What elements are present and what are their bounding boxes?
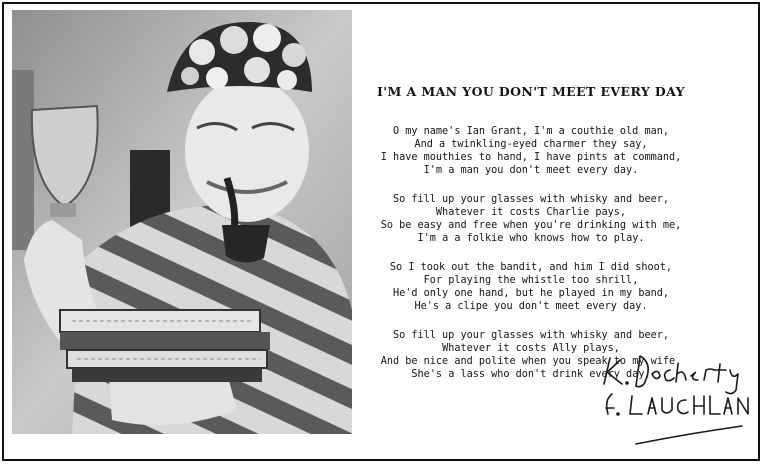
poem-stanza-2 xyxy=(356,193,706,245)
handwritten-signatures xyxy=(596,350,765,460)
poem-line: Whatever it costs Charlie pays, xyxy=(435,207,627,218)
poem-line: For playing the whistle too shrill, xyxy=(423,275,639,286)
poem-line: And be nice and polite when you speak to my wife, xyxy=(380,356,682,367)
poem-line: Whatever it costs Ally plays, xyxy=(442,343,620,354)
poem-line: I have mouthies to hand, I have pints at command, xyxy=(380,152,682,163)
poem-stanza-3 xyxy=(356,261,706,313)
poem-line: I'm a man you don't meet every day. xyxy=(423,165,639,176)
poem-line: I'm a a folkie who knows how to play. xyxy=(417,233,645,244)
poem-line: So I took out the bandit, and him I did shoot, xyxy=(389,262,673,273)
harmonica-icon xyxy=(60,310,270,382)
signature-drawing xyxy=(596,350,765,460)
poem-line: So fill up your glasses with whisky and beer, xyxy=(392,330,669,341)
poem-line: He'd only one hand, but he played in my band, xyxy=(392,288,669,299)
poem-line: O my name's Ian Grant, I'm a couthie old man, xyxy=(392,126,669,137)
poem-line: She's a lass who don't drink every day. xyxy=(411,369,651,380)
photo-man-with-harmonica xyxy=(12,10,352,434)
photo-illustration xyxy=(12,10,352,434)
poem-title: I'M A MAN YOU DON'T MEET EVERY DAY xyxy=(377,84,685,99)
poem-stanza-1 xyxy=(356,125,706,177)
poem-line: So fill up your glasses with whisky and beer, xyxy=(392,194,669,205)
poem-line: He's a clipe you don't meet every day. xyxy=(414,301,648,312)
poem-line: And a twinkling-eyed charmer they say, xyxy=(414,139,648,150)
face xyxy=(185,78,309,222)
poem-line: So be easy and free when you're drinking with me, xyxy=(380,220,682,231)
